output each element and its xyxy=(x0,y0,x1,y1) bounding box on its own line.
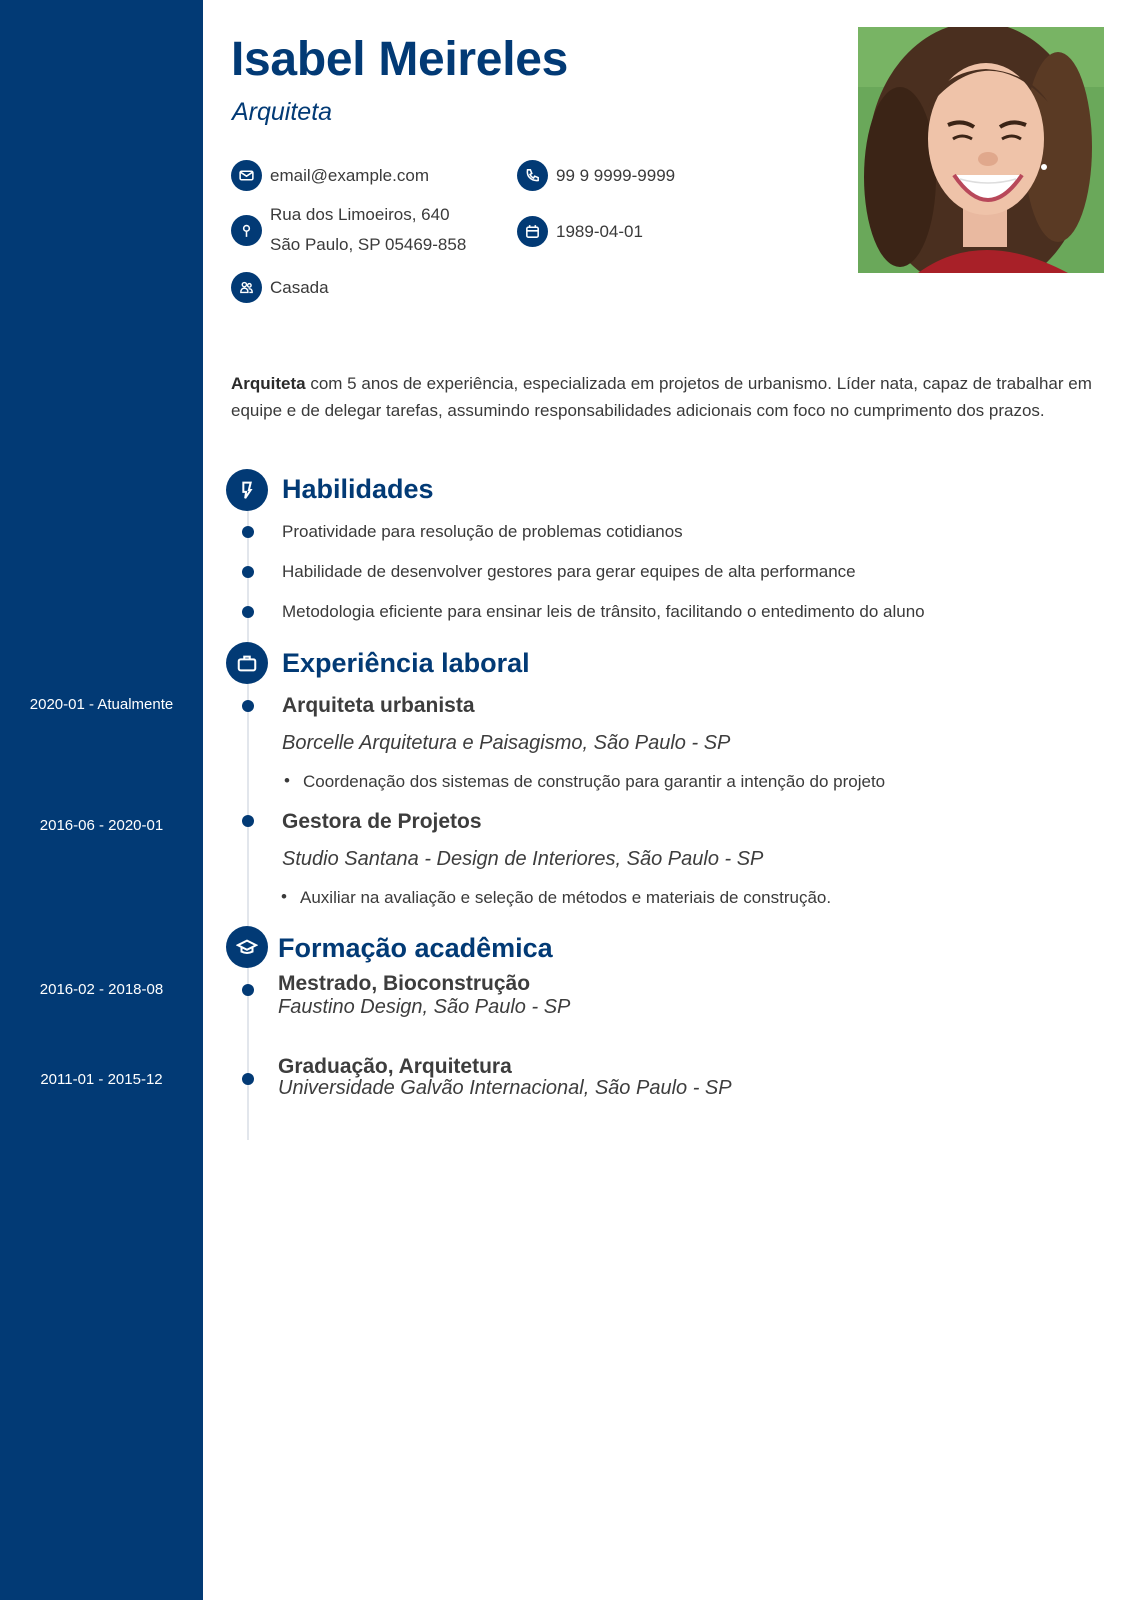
phone-text: 99 9 9999-9999 xyxy=(556,165,676,185)
education-date: 2011-01 - 2015-12 xyxy=(40,1071,163,1088)
job-company: Borcelle Arquitetura e Paisagismo, São Paulo - SP xyxy=(282,732,731,754)
envelope-icon xyxy=(231,160,262,191)
timeline-dot xyxy=(242,566,254,578)
address-line-2: São Paulo, SP 05469-858 xyxy=(270,235,467,254)
timeline-dot xyxy=(242,815,254,827)
timeline-dot xyxy=(242,984,254,996)
contact-address xyxy=(231,200,466,260)
contact-marital-status xyxy=(231,272,329,303)
profile-summary xyxy=(231,370,1106,424)
email-text: email@example.com xyxy=(270,165,429,185)
skills-heading: Habilidades xyxy=(282,474,434,504)
phone-icon xyxy=(517,160,548,191)
education-school: Faustino Design, São Paulo - SP xyxy=(278,996,571,1018)
contact-email[interactable] xyxy=(231,160,429,191)
education-date: 2016-02 - 2018-08 xyxy=(39,981,164,998)
address-line-1: Rua dos Limoeiros, 640 xyxy=(270,205,450,224)
education-degree: Mestrado, Bioconstrução xyxy=(278,972,531,995)
education-school: Universidade Galvão Internacional, São Paulo - SP xyxy=(278,1077,732,1099)
job-bullet: • Auxiliar na avaliação e seleção de métodos e materiais de construção. xyxy=(300,888,831,908)
job-title: Gestora de Projetos xyxy=(282,810,482,833)
people-icon xyxy=(231,272,262,303)
briefcase-icon xyxy=(226,642,268,684)
profile-photo xyxy=(858,27,1104,273)
candidate-name: Isabel Meireles xyxy=(231,33,569,86)
location-pin-icon xyxy=(231,215,262,246)
timeline-dot xyxy=(242,700,254,712)
education-degree: Graduação, Arquitetura xyxy=(278,1055,512,1078)
summary-lead: Arquiteta xyxy=(231,374,306,393)
experience-date: 2020-01 - Atualmente xyxy=(29,696,174,713)
marital-status-text: Casada xyxy=(270,277,329,297)
timeline-dot xyxy=(242,1073,254,1085)
graduation-cap-icon xyxy=(226,926,268,968)
sidebar xyxy=(0,0,203,1600)
job-company: Studio Santana - Design de Interiores, São Paulo - SP xyxy=(282,848,764,870)
timeline-dot xyxy=(242,526,254,538)
contact-phone[interactable] xyxy=(517,160,675,191)
experience-date: 2016-06 - 2020-01 xyxy=(39,817,164,834)
skill-item: Proatividade para resolução de problemas cotidianos xyxy=(282,522,683,541)
skill-item: Metodologia eficiente para ensinar leis de trânsito, facilitando o entedimento do aluno xyxy=(282,602,925,621)
lightbulb-icon xyxy=(226,469,268,511)
birthdate-text: 1989-04-01 xyxy=(556,221,643,241)
education-heading: Formação acadêmica xyxy=(278,933,553,963)
timeline-dot xyxy=(242,606,254,618)
summary-text: com 5 anos de experiência, especializada em projetos de urbanismo. Líder nata, capaz de trabalhar em equipe e de delegar tarefas, assumindo responsabilidades adicionais com foco no cumprimento dos prazos. xyxy=(231,374,1092,420)
contact-birthdate xyxy=(517,216,643,247)
job-title: Arquiteta urbanista xyxy=(282,694,475,717)
experience-heading: Experiência laboral xyxy=(282,648,530,678)
skill-item: Habilidade de desenvolver gestores para gerar equipes de alta performance xyxy=(282,562,856,581)
job-bullet: • Coordenação dos sistemas de construção para garantir a intenção do projeto xyxy=(303,772,885,792)
candidate-role: Arquiteta xyxy=(232,98,333,126)
calendar-icon xyxy=(517,216,548,247)
